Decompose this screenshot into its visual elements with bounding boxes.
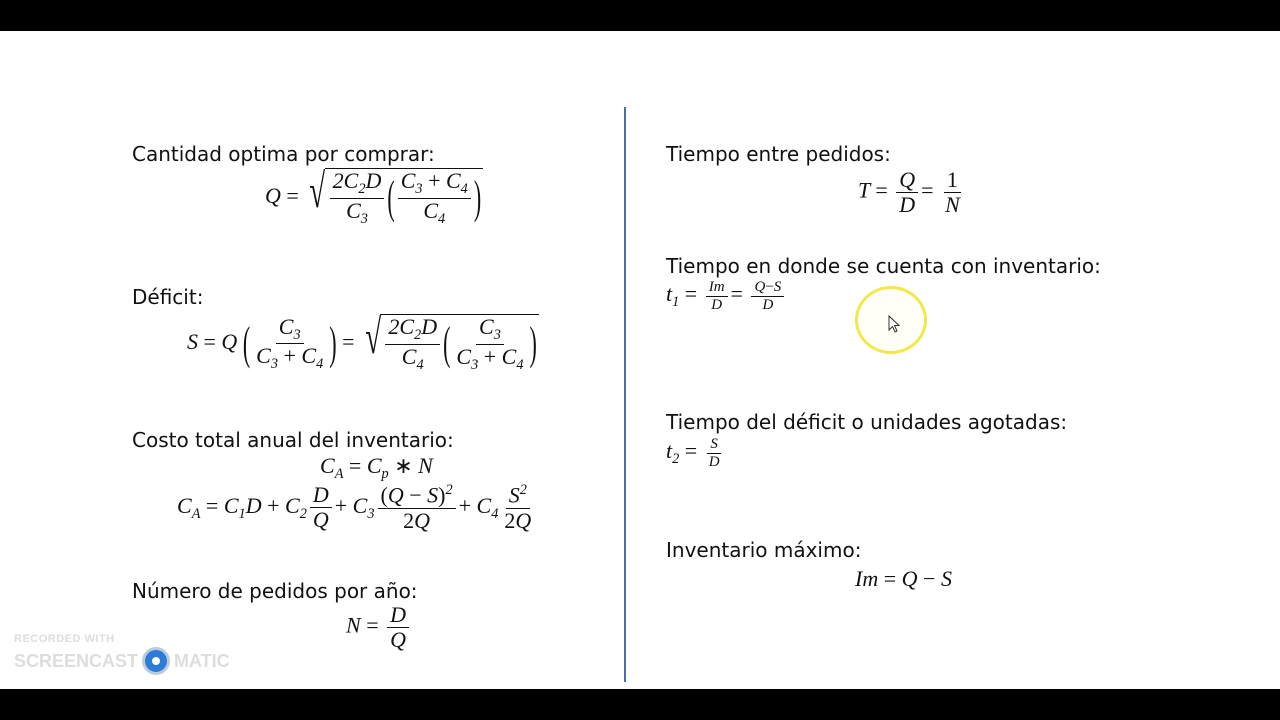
heading-max-inventory: Inventario máximo: <box>666 538 862 562</box>
column-divider <box>624 107 626 682</box>
watermark-brand-a: SCREENCAST <box>14 650 139 671</box>
heading-deficit-time: Tiempo del déficit o unidades agotadas: <box>666 410 1068 434</box>
slide <box>0 31 1280 689</box>
formula-ca-1: $C_A = C_p$ ∗ N <box>320 453 433 482</box>
watermark-brand-b: MATIC <box>174 650 230 671</box>
formula-s: S = Q ( $\frac{C_3}{C_3 + C_4}$ ) = √ $\frac{2C_2D}{C_4}$ ( $\frac{C_3}{C_3 + C_4}$ ) <box>187 311 537 373</box>
screencast-logo-icon <box>142 647 170 675</box>
formula-ca-2: $C_A = C_1D + C_2$ $\frac{D}{Q}$ + $C_3$ $\frac{(Q - S)^2}{2Q}$ + $C_4$ $\frac{S^2}{2Q}$ <box>177 482 532 533</box>
formula-q: Q = √ $\frac{2C_2D}{C_3}$ ( $\frac{C_3 + C_4}{C_4}$ ) <box>265 165 482 227</box>
heading-optimal-quantity: Cantidad optima por comprar: <box>132 142 435 166</box>
heading-time-with-inventory: Tiempo en donde se cuenta con inventario: <box>666 254 1101 278</box>
heading-deficit: Déficit: <box>132 285 204 309</box>
formula-t2: $t_2$ = $\frac{S}{D}$ <box>666 436 720 470</box>
heading-orders-per-year: Número de pedidos por año: <box>132 579 418 603</box>
mouse-pointer-icon <box>888 315 900 333</box>
formula-n: N = $\frac{D}{Q}$ <box>346 603 412 652</box>
formula-t: T = $\frac{Q}{D}$ = $\frac{1}{N}$ <box>858 167 960 218</box>
watermark-caption: RECORDED WITH <box>14 633 115 645</box>
watermark <box>14 633 230 675</box>
heading-time-between-orders: Tiempo entre pedidos: <box>666 142 891 166</box>
formula-im: Im = Q − S <box>855 566 952 591</box>
heading-total-cost: Costo total anual del inventario: <box>132 428 454 452</box>
formula-t1: $t_1$ = $\frac{Im}{D}$ = $\frac{Q-S}{D}$ <box>666 279 787 313</box>
